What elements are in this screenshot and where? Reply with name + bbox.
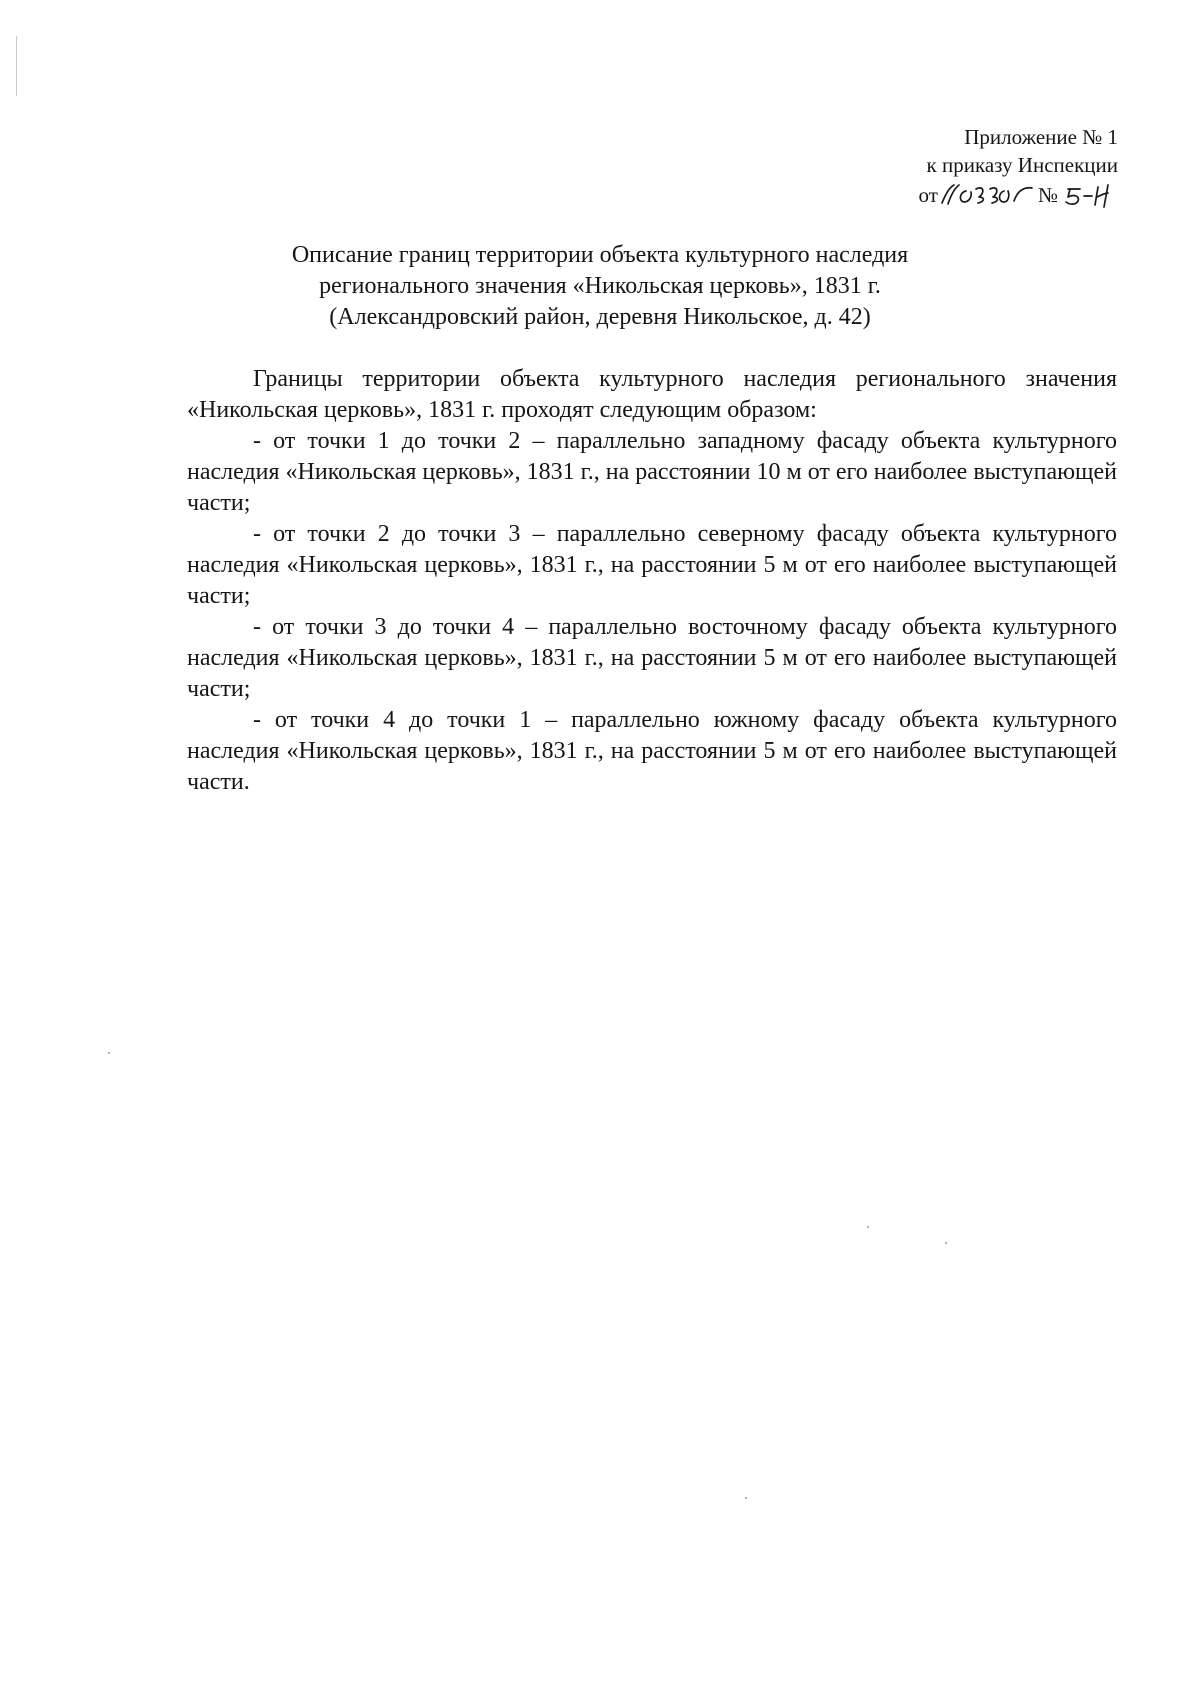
boundary-segment-paragraph: - от точки 4 до точки 1 – параллельно южному фасаду объекта культурного наследия «Никольская церковь», 1831 г., на расстоянии 5 м от его наиболее выступающей части. (187, 707, 1117, 795)
document-body (187, 364, 1117, 798)
boundary-segment-paragraph: - от точки 2 до точки 3 – параллельно северному фасаду объекта культурного наследия «Никольская церковь», 1831 г., на расстоянии 5 м от его наиболее выступающей части; (187, 521, 1117, 609)
title-line: Описание границ территории объекта культурного наследия (291, 242, 909, 268)
scan-speck (945, 1242, 947, 1244)
intro-paragraph: Границы территории объекта культурного наследия регионального значения «Никольская церковь», 1831 г. проходят следующим образом: (187, 366, 1117, 423)
boundary-segment-paragraph: - от точки 1 до точки 2 – параллельно западному фасаду объекта культурного наследия «Никольская церковь», 1831 г., на расстоянии 10 м от его наиболее выступающей части; (187, 428, 1117, 516)
scan-speck (108, 1052, 110, 1054)
scan-edge-mark (16, 36, 17, 96)
handwritten-number (1062, 179, 1118, 209)
title-line: (Александровский район, деревня Никольское, д. 42) (329, 304, 871, 330)
document-title (160, 240, 1040, 333)
annex-date-line (919, 179, 1118, 209)
annex-number-sign: № (1037, 183, 1058, 207)
boundary-segment-paragraph: - от точки 3 до точки 4 – параллельно восточному фасаду объекта культурного наследия «Никольская церковь», 1831 г., на расстоянии 5 м от его наиболее выступающей части; (187, 614, 1117, 702)
annex-date-prefix: от (918, 183, 938, 207)
annex-title: Приложение № 1 (964, 125, 1118, 149)
scan-speck (745, 1497, 747, 1499)
title-line: регионального значения «Никольская церковь», 1831 г. (319, 273, 881, 299)
scan-speck (867, 1226, 869, 1228)
annex-order-reference: к приказу Инспекции (926, 153, 1118, 177)
annex-header (919, 123, 1118, 209)
handwritten-date (938, 179, 1034, 209)
